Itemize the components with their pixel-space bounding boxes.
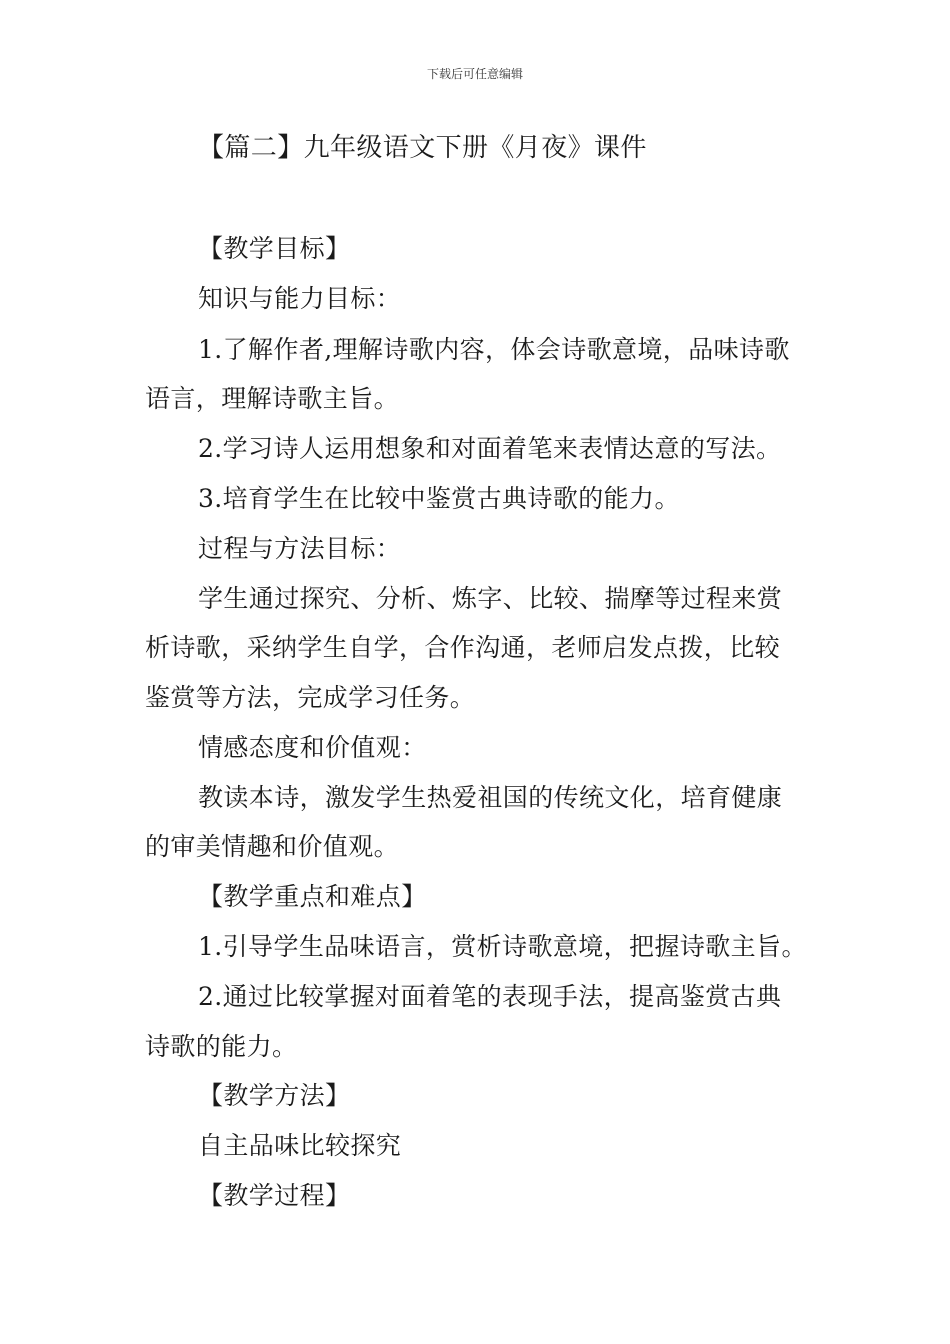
paragraph-line: 鉴赏等方法，完成学习任务。	[145, 683, 476, 712]
subheading-emotion-values: 情感态度和价值观：	[198, 733, 427, 762]
paragraph-line: 诗歌的能力。	[145, 1032, 298, 1061]
page-header-note: 下载后可任意编辑	[426, 67, 523, 81]
section-heading-methods: 【教学方法】	[198, 1081, 351, 1110]
paragraph-line: 析诗歌，采纳学生自学，合作沟通，老师启发点拨，比较	[145, 633, 781, 662]
paragraph-line: 2.学习诗人运用想象和对面着笔来表情达意的写法。	[198, 434, 782, 463]
paragraph-line: 的审美情趣和价值观。	[145, 832, 400, 861]
paragraph-line: 1.了解作者,理解诗歌内容，体会诗歌意境，品味诗歌	[198, 335, 790, 364]
paragraph-line: 教读本诗，激发学生热爱祖国的传统文化，培育健康	[198, 783, 783, 812]
paragraph-line: 语言，理解诗歌主旨。	[145, 384, 400, 413]
paragraph-line: 3.培育学生在比较中鉴赏古典诗歌的能力。	[198, 484, 680, 513]
section-heading-process: 【教学过程】	[198, 1181, 351, 1210]
section-heading-objectives: 【教学目标】	[198, 234, 351, 263]
paragraph-line: 自主品味比较探究	[198, 1131, 402, 1160]
section-heading-key-points: 【教学重点和难点】	[198, 882, 427, 911]
paragraph-line: 学生通过探究、分析、炼字、比较、揣摩等过程来赏	[198, 584, 783, 613]
paragraph-line: 2.通过比较掌握对面着笔的表现手法，提高鉴赏古典	[198, 982, 782, 1011]
subheading-knowledge-ability: 知识与能力目标：	[198, 284, 402, 313]
subheading-process-method: 过程与方法目标：	[198, 534, 402, 563]
paragraph-line: 1.引导学生品味语言，赏析诗歌意境，把握诗歌主旨。	[198, 932, 807, 961]
document-title: 【篇二】九年级语文下册《月夜》课件	[198, 133, 647, 163]
